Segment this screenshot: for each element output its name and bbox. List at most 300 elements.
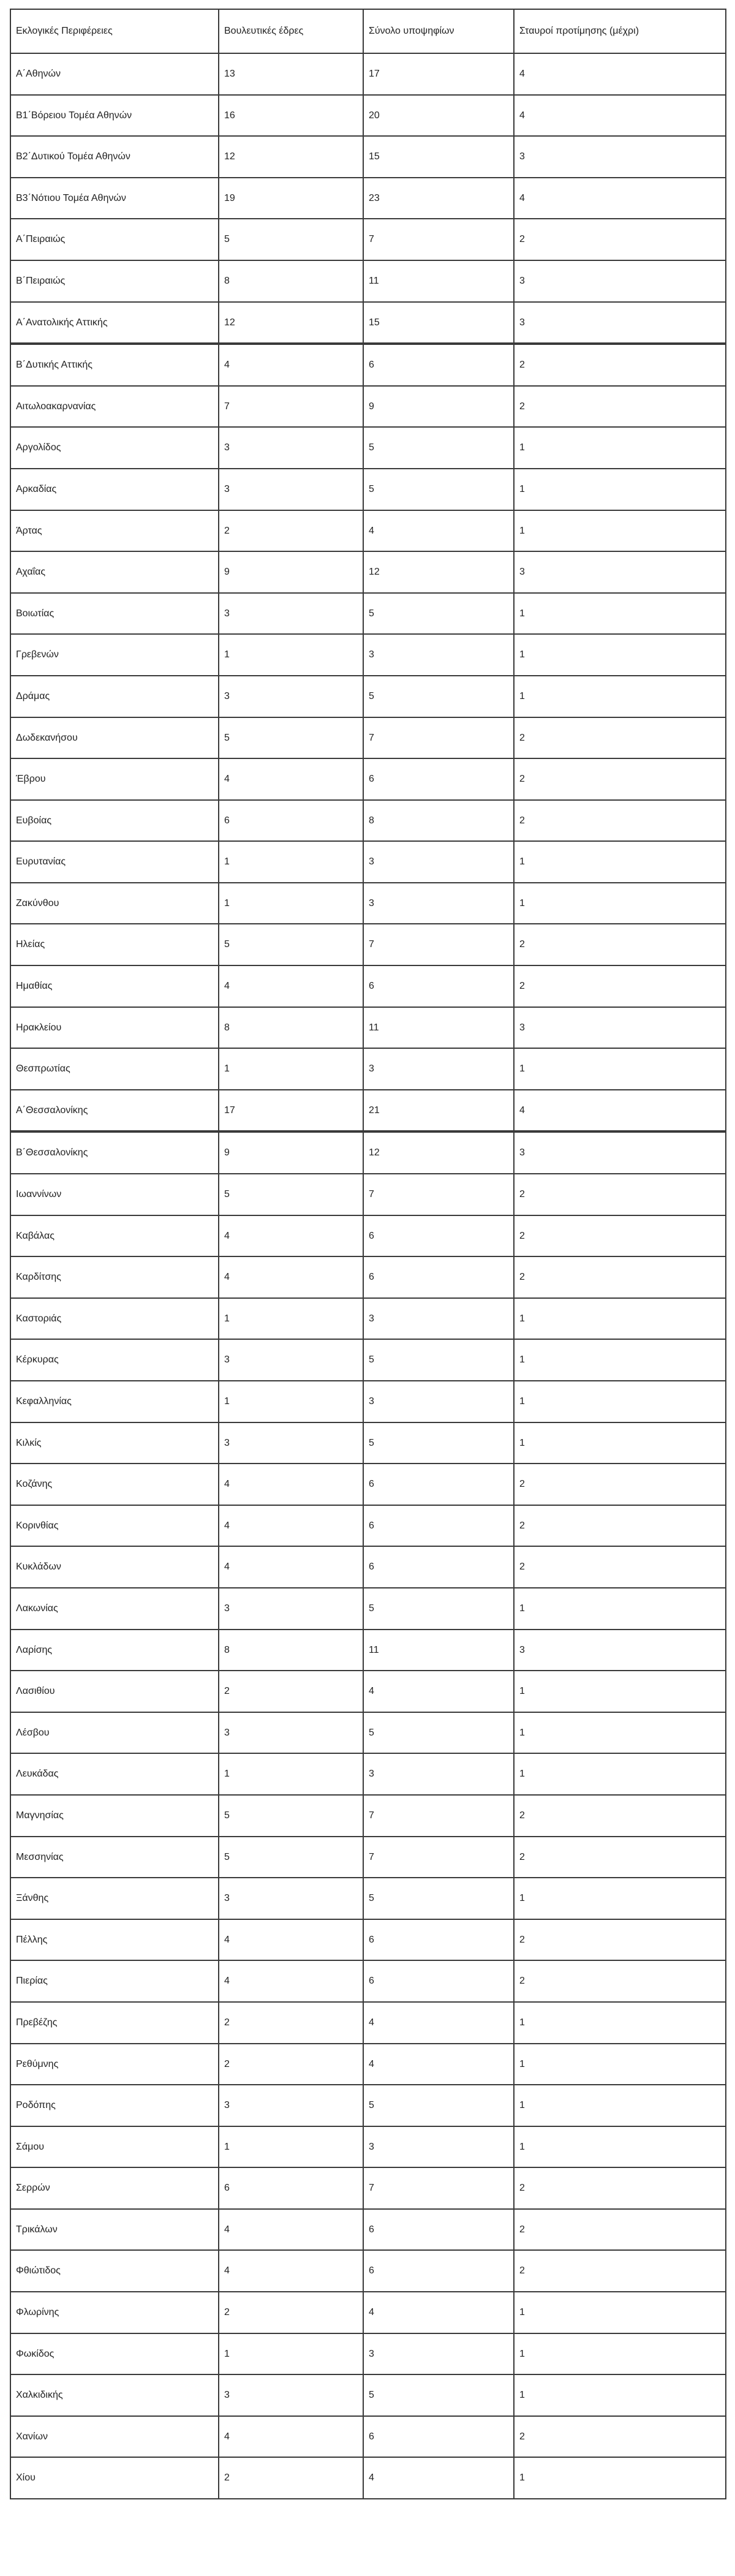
preference-votes-cell: 2 [514, 1505, 726, 1547]
table-row [10, 1381, 726, 1422]
seats-cell: 1 [219, 883, 363, 924]
table-row [10, 924, 726, 965]
preference-votes-cell: 3 [514, 1630, 726, 1671]
district-cell: Χαλκιδικής [10, 2374, 219, 2416]
seats-cell: 8 [219, 1630, 363, 1671]
table-row [10, 2209, 726, 2251]
seats-cell: 3 [219, 469, 363, 510]
district-cell: Κυκλάδων [10, 1546, 219, 1588]
seats-cell: 1 [219, 1381, 363, 1422]
preference-votes-cell: 2 [514, 2209, 726, 2251]
preference-votes-cell: 1 [514, 593, 726, 635]
candidates-cell: 5 [363, 1712, 514, 1754]
table-row [10, 1795, 726, 1837]
candidates-cell: 7 [363, 1174, 514, 1215]
table-row [10, 1919, 726, 1961]
preference-votes-cell: 1 [514, 2085, 726, 2126]
district-cell: Λασιθίου [10, 1671, 219, 1712]
district-cell: Αχαΐας [10, 551, 219, 593]
district-cell: Κοζάνης [10, 1464, 219, 1505]
district-cell: Α΄Πειραιώς [10, 219, 219, 260]
district-cell: Αρκαδίας [10, 469, 219, 510]
candidates-cell: 4 [363, 1671, 514, 1712]
table-row [10, 1671, 726, 1712]
candidates-cell: 6 [363, 1919, 514, 1961]
seats-cell: 1 [219, 841, 363, 883]
seats-cell: 3 [219, 427, 363, 469]
district-cell: Πρεβέζης [10, 2002, 219, 2044]
table-row [10, 841, 726, 883]
seats-cell: 5 [219, 717, 363, 759]
table-row [10, 717, 726, 759]
seats-cell: 3 [219, 1422, 363, 1464]
district-cell: Ροδόπης [10, 2085, 219, 2126]
seats-cell: 1 [219, 634, 363, 676]
seats-cell: 13 [219, 53, 363, 95]
preference-votes-cell: 1 [514, 427, 726, 469]
candidates-cell: 5 [363, 1588, 514, 1630]
preference-votes-cell: 1 [514, 510, 726, 552]
preference-votes-cell: 3 [514, 1131, 726, 1174]
candidates-cell: 5 [363, 469, 514, 510]
candidates-cell: 6 [363, 2250, 514, 2292]
district-cell: Αιτωλοακαρνανίας [10, 386, 219, 428]
district-cell: Ιωαννίνων [10, 1174, 219, 1215]
district-cell: Φωκίδος [10, 2333, 219, 2375]
preference-votes-cell: 1 [514, 1588, 726, 1630]
table-row [10, 2333, 726, 2375]
preference-votes-cell: 2 [514, 800, 726, 842]
candidates-cell: 7 [363, 2167, 514, 2209]
candidates-cell: 3 [363, 2126, 514, 2168]
table-row [10, 219, 726, 260]
preference-votes-cell: 2 [514, 1174, 726, 1215]
table-row [10, 2126, 726, 2168]
district-cell: Σερρών [10, 2167, 219, 2209]
table-row [10, 1090, 726, 1132]
candidates-cell: 6 [363, 1505, 514, 1547]
preference-votes-cell: 2 [514, 758, 726, 800]
seats-cell: 2 [219, 2044, 363, 2085]
preference-votes-cell: 1 [514, 2457, 726, 2499]
seats-cell: 3 [219, 1878, 363, 1919]
seats-cell: 17 [219, 1090, 363, 1132]
table-row [10, 1837, 726, 1878]
district-cell: Ευβοίας [10, 800, 219, 842]
seats-cell: 4 [219, 1505, 363, 1547]
table-row [10, 1298, 726, 1340]
district-cell: Κεφαλληνίας [10, 1381, 219, 1422]
preference-votes-cell: 3 [514, 551, 726, 593]
candidates-cell: 4 [363, 2002, 514, 2044]
district-cell: Δράμας [10, 676, 219, 717]
seats-cell: 1 [219, 2126, 363, 2168]
district-cell: Αργολίδος [10, 427, 219, 469]
candidates-cell: 6 [363, 344, 514, 386]
seats-cell: 2 [219, 2292, 363, 2333]
candidates-cell: 11 [363, 260, 514, 302]
seats-cell: 4 [219, 2416, 363, 2458]
district-cell: Ευρυτανίας [10, 841, 219, 883]
district-cell: Βοιωτίας [10, 593, 219, 635]
seats-cell: 2 [219, 1671, 363, 1712]
table-row [10, 1339, 726, 1381]
preference-votes-cell: 1 [514, 1339, 726, 1381]
seats-cell: 4 [219, 1464, 363, 1505]
candidates-cell: 7 [363, 1837, 514, 1878]
district-cell: Γρεβενών [10, 634, 219, 676]
district-cell: Ρεθύμνης [10, 2044, 219, 2085]
seats-cell: 4 [219, 1919, 363, 1961]
candidates-cell: 3 [363, 1381, 514, 1422]
seats-cell: 9 [219, 1131, 363, 1174]
candidates-cell: 9 [363, 386, 514, 428]
table-row [10, 634, 726, 676]
preference-votes-cell: 1 [514, 2333, 726, 2375]
candidates-cell: 6 [363, 1464, 514, 1505]
preference-votes-cell: 1 [514, 1712, 726, 1754]
table-row [10, 2085, 726, 2126]
district-cell: Δωδεκανήσου [10, 717, 219, 759]
candidates-cell: 7 [363, 1795, 514, 1837]
preference-votes-cell: 2 [514, 1546, 726, 1588]
district-cell: Λευκάδας [10, 1753, 219, 1795]
table-row [10, 883, 726, 924]
district-cell: Β1΄Βόρειου Τομέα Αθηνών [10, 95, 219, 137]
candidates-cell: 4 [363, 2457, 514, 2499]
table-container [10, 9, 725, 2499]
seats-cell: 5 [219, 1795, 363, 1837]
preference-votes-cell: 1 [514, 1298, 726, 1340]
table-row [10, 2457, 726, 2499]
district-cell: Β΄Θεσσαλονίκης [10, 1131, 219, 1174]
preference-votes-cell: 2 [514, 1919, 726, 1961]
district-cell: Β2΄Δυτικού Τομέα Αθηνών [10, 136, 219, 178]
candidates-cell: 15 [363, 136, 514, 178]
seats-cell: 3 [219, 2374, 363, 2416]
preference-votes-cell: 2 [514, 1837, 726, 1878]
preference-votes-cell: 2 [514, 1215, 726, 1257]
seats-cell: 2 [219, 510, 363, 552]
seats-cell: 5 [219, 1837, 363, 1878]
preference-votes-cell: 3 [514, 1007, 726, 1049]
table-row [10, 53, 726, 95]
preference-votes-cell: 2 [514, 386, 726, 428]
seats-cell: 2 [219, 2457, 363, 2499]
preference-votes-cell: 1 [514, 469, 726, 510]
candidates-cell: 5 [363, 1878, 514, 1919]
seats-cell: 4 [219, 1546, 363, 1588]
seats-cell: 2 [219, 2002, 363, 2044]
table-row [10, 2374, 726, 2416]
preference-votes-cell: 1 [514, 1381, 726, 1422]
preference-votes-cell: 2 [514, 965, 726, 1007]
district-cell: Φθιώτιδος [10, 2250, 219, 2292]
seats-cell: 12 [219, 136, 363, 178]
district-cell: Φλωρίνης [10, 2292, 219, 2333]
header-seats: Βουλευτικές έδρες [219, 9, 363, 53]
preference-votes-cell: 1 [514, 2002, 726, 2044]
candidates-cell: 11 [363, 1007, 514, 1049]
seats-cell: 7 [219, 386, 363, 428]
candidates-cell: 5 [363, 2374, 514, 2416]
seats-cell: 4 [219, 2209, 363, 2251]
preference-votes-cell: 1 [514, 2374, 726, 2416]
candidates-cell: 4 [363, 2044, 514, 2085]
preference-votes-cell: 2 [514, 1464, 726, 1505]
table-row [10, 469, 726, 510]
candidates-cell: 5 [363, 1339, 514, 1381]
district-cell: Έβρου [10, 758, 219, 800]
district-cell: Ηλείας [10, 924, 219, 965]
preference-votes-cell: 2 [514, 2167, 726, 2209]
table-row [10, 1630, 726, 1671]
district-cell: Β΄Δυτικής Αττικής [10, 344, 219, 386]
preference-votes-cell: 2 [514, 717, 726, 759]
candidates-cell: 3 [363, 1298, 514, 1340]
table-row [10, 386, 726, 428]
preference-votes-cell: 4 [514, 178, 726, 219]
candidates-cell: 6 [363, 1215, 514, 1257]
preference-votes-cell: 4 [514, 1090, 726, 1132]
preference-votes-cell: 1 [514, 1753, 726, 1795]
district-cell: Μεσσηνίας [10, 1837, 219, 1878]
table-row [10, 1256, 726, 1298]
seats-cell: 3 [219, 676, 363, 717]
table-row [10, 344, 726, 386]
candidates-cell: 5 [363, 676, 514, 717]
candidates-cell: 8 [363, 800, 514, 842]
table-row [10, 1131, 726, 1174]
preference-votes-cell: 1 [514, 1048, 726, 1090]
table-row [10, 1753, 726, 1795]
header-preference-votes: Σταυροί προτίμησης (μέχρι) [514, 9, 726, 53]
preference-votes-cell: 1 [514, 2126, 726, 2168]
seats-cell: 4 [219, 344, 363, 386]
seats-cell: 1 [219, 1048, 363, 1090]
district-cell: Θεσπρωτίας [10, 1048, 219, 1090]
preference-votes-cell: 2 [514, 1256, 726, 1298]
preference-votes-cell: 1 [514, 1422, 726, 1464]
table-row [10, 1878, 726, 1919]
district-cell: Α΄Αθηνών [10, 53, 219, 95]
electoral-districts-table [10, 9, 726, 2499]
candidates-cell: 5 [363, 2085, 514, 2126]
seats-cell: 3 [219, 1339, 363, 1381]
district-cell: Καρδίτσης [10, 1256, 219, 1298]
candidates-cell: 7 [363, 219, 514, 260]
candidates-cell: 7 [363, 717, 514, 759]
preference-votes-cell: 1 [514, 841, 726, 883]
candidates-cell: 6 [363, 2209, 514, 2251]
district-cell: Καστοριάς [10, 1298, 219, 1340]
district-cell: Κορινθίας [10, 1505, 219, 1547]
candidates-cell: 4 [363, 2292, 514, 2333]
table-row [10, 1464, 726, 1505]
table-row [10, 1007, 726, 1049]
table-row [10, 260, 726, 302]
candidates-cell: 20 [363, 95, 514, 137]
district-cell: Α΄Ανατολικής Αττικής [10, 302, 219, 344]
district-cell: Κιλκίς [10, 1422, 219, 1464]
preference-votes-cell: 2 [514, 924, 726, 965]
district-cell: Μαγνησίας [10, 1795, 219, 1837]
table-row [10, 593, 726, 635]
seats-cell: 1 [219, 2333, 363, 2375]
candidates-cell: 3 [363, 2333, 514, 2375]
district-cell: Άρτας [10, 510, 219, 552]
table-header [10, 9, 726, 53]
preference-votes-cell: 2 [514, 1795, 726, 1837]
table-row [10, 427, 726, 469]
district-cell: Χανίων [10, 2416, 219, 2458]
district-cell: Λέσβου [10, 1712, 219, 1754]
candidates-cell: 6 [363, 1546, 514, 1588]
district-cell: Πέλλης [10, 1919, 219, 1961]
candidates-cell: 3 [363, 634, 514, 676]
district-cell: Λακωνίας [10, 1588, 219, 1630]
candidates-cell: 11 [363, 1630, 514, 1671]
candidates-cell: 4 [363, 510, 514, 552]
candidates-cell: 17 [363, 53, 514, 95]
preference-votes-cell: 2 [514, 219, 726, 260]
table-row [10, 510, 726, 552]
candidates-cell: 5 [363, 1422, 514, 1464]
candidates-cell: 6 [363, 758, 514, 800]
preference-votes-cell: 1 [514, 2292, 726, 2333]
preference-votes-cell: 1 [514, 2044, 726, 2085]
seats-cell: 4 [219, 1215, 363, 1257]
table-row [10, 1505, 726, 1547]
district-cell: Καβάλας [10, 1215, 219, 1257]
candidates-cell: 15 [363, 302, 514, 344]
candidates-cell: 5 [363, 593, 514, 635]
district-cell: Τρικάλων [10, 2209, 219, 2251]
seats-cell: 16 [219, 95, 363, 137]
candidates-cell: 12 [363, 1131, 514, 1174]
seats-cell: 6 [219, 2167, 363, 2209]
table-row [10, 1588, 726, 1630]
table-row [10, 965, 726, 1007]
table-row [10, 2167, 726, 2209]
table-row [10, 302, 726, 344]
preference-votes-cell: 2 [514, 2416, 726, 2458]
table-row [10, 758, 726, 800]
preference-votes-cell: 2 [514, 344, 726, 386]
table-row [10, 2416, 726, 2458]
candidates-cell: 7 [363, 924, 514, 965]
district-cell: Σάμου [10, 2126, 219, 2168]
seats-cell: 5 [219, 219, 363, 260]
district-cell: Κέρκυρας [10, 1339, 219, 1381]
district-cell: Ξάνθης [10, 1878, 219, 1919]
seats-cell: 4 [219, 1256, 363, 1298]
preference-votes-cell: 1 [514, 1671, 726, 1712]
seats-cell: 4 [219, 758, 363, 800]
table-row [10, 1048, 726, 1090]
district-cell: Β3΄Νότιου Τομέα Αθηνών [10, 178, 219, 219]
preference-votes-cell: 2 [514, 2250, 726, 2292]
table-row [10, 551, 726, 593]
candidates-cell: 3 [363, 1048, 514, 1090]
preference-votes-cell: 1 [514, 883, 726, 924]
candidates-cell: 21 [363, 1090, 514, 1132]
table-row [10, 676, 726, 717]
table-row [10, 95, 726, 137]
seats-cell: 3 [219, 593, 363, 635]
candidates-cell: 3 [363, 883, 514, 924]
candidates-cell: 23 [363, 178, 514, 219]
candidates-cell: 6 [363, 1256, 514, 1298]
preference-votes-cell: 3 [514, 136, 726, 178]
seats-cell: 3 [219, 1712, 363, 1754]
table-row [10, 2292, 726, 2333]
header-districts: Εκλογικές Περιφέρειες [10, 9, 219, 53]
table-row [10, 800, 726, 842]
candidates-cell: 3 [363, 1753, 514, 1795]
table-row [10, 1215, 726, 1257]
preference-votes-cell: 1 [514, 1878, 726, 1919]
candidates-cell: 6 [363, 965, 514, 1007]
seats-cell: 12 [219, 302, 363, 344]
table-body [10, 53, 726, 2499]
seats-cell: 6 [219, 800, 363, 842]
district-cell: Α΄Θεσσαλονίκης [10, 1090, 219, 1132]
seats-cell: 4 [219, 1960, 363, 2002]
seats-cell: 8 [219, 260, 363, 302]
district-cell: Β΄Πειραιώς [10, 260, 219, 302]
seats-cell: 4 [219, 2250, 363, 2292]
preference-votes-cell: 2 [514, 1960, 726, 2002]
table-row [10, 2044, 726, 2085]
table-row [10, 178, 726, 219]
district-cell: Ημαθίας [10, 965, 219, 1007]
candidates-cell: 5 [363, 427, 514, 469]
district-cell: Πιερίας [10, 1960, 219, 2002]
table-row [10, 1174, 726, 1215]
table-row [10, 136, 726, 178]
table-row [10, 2250, 726, 2292]
district-cell: Χίου [10, 2457, 219, 2499]
seats-cell: 19 [219, 178, 363, 219]
seats-cell: 3 [219, 2085, 363, 2126]
candidates-cell: 12 [363, 551, 514, 593]
district-cell: Ηρακλείου [10, 1007, 219, 1049]
table-row [10, 1960, 726, 2002]
seats-cell: 9 [219, 551, 363, 593]
table-row [10, 1546, 726, 1588]
preference-votes-cell: 1 [514, 634, 726, 676]
district-cell: Ζακύνθου [10, 883, 219, 924]
seats-cell: 1 [219, 1753, 363, 1795]
header-row [10, 9, 726, 53]
table-row [10, 1712, 726, 1754]
seats-cell: 5 [219, 1174, 363, 1215]
candidates-cell: 6 [363, 2416, 514, 2458]
seats-cell: 3 [219, 1588, 363, 1630]
table-row [10, 2002, 726, 2044]
preference-votes-cell: 3 [514, 302, 726, 344]
seats-cell: 8 [219, 1007, 363, 1049]
preference-votes-cell: 4 [514, 53, 726, 95]
table-row [10, 1422, 726, 1464]
seats-cell: 5 [219, 924, 363, 965]
candidates-cell: 3 [363, 841, 514, 883]
candidates-cell: 6 [363, 1960, 514, 2002]
preference-votes-cell: 4 [514, 95, 726, 137]
district-cell: Λαρίσης [10, 1630, 219, 1671]
seats-cell: 4 [219, 965, 363, 1007]
